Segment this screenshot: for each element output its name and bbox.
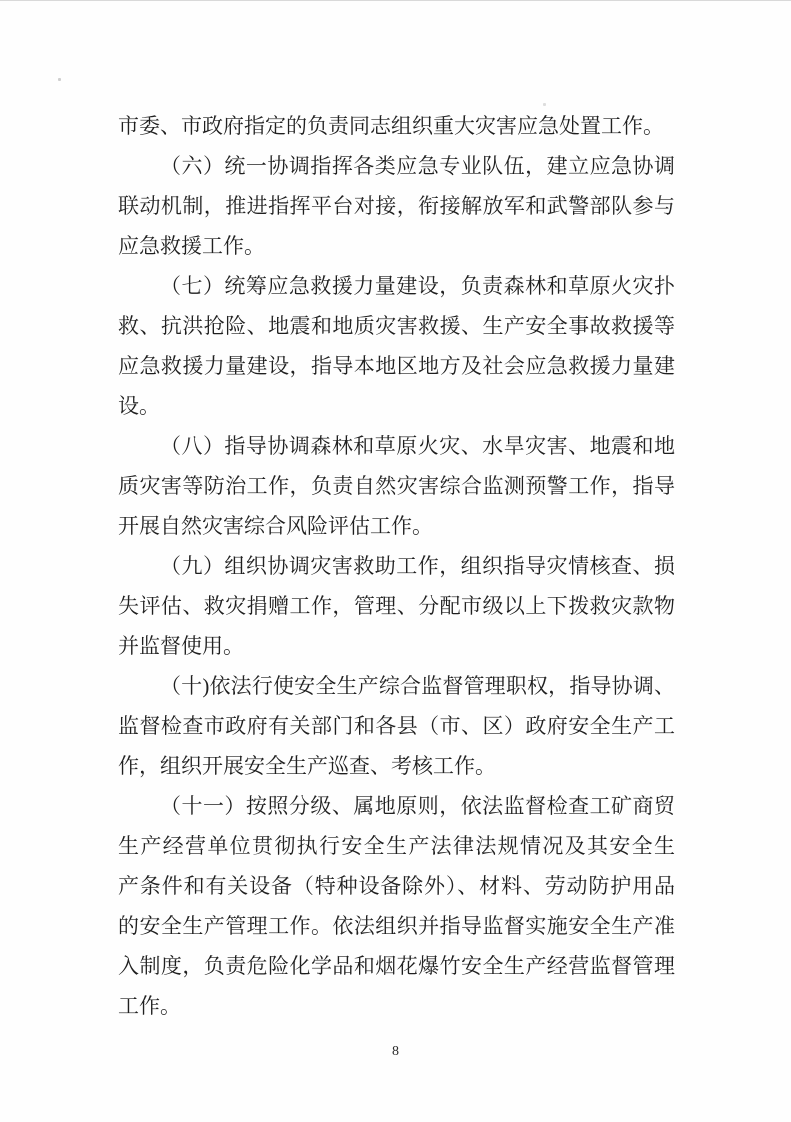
text-line: 质灾害等防治工作，负责自然灾害综合监测预警工作，指导: [118, 474, 675, 498]
text-line: （十一）按照分级、属地原则，依法监督检查工矿商贸: [160, 794, 675, 818]
text-line: 并监督使用。: [118, 634, 244, 658]
text-line: （六）统一协调指挥各类应急专业队伍，建立应急协调: [160, 154, 675, 178]
text-line: 市委、市政府指定的负责同志组织重大灾害应急处置工作。: [118, 114, 664, 138]
scan-edge-artifact: [0, 0, 791, 1]
text-line: （十)依法行使安全生产综合监督管理职权，指导协调、: [160, 674, 675, 698]
text-line: 产条件和有关设备（特种设备除外）、材料、劳动防护用品: [118, 874, 675, 898]
text-line: 救、抗洪抢险、地震和地质灾害救援、生产安全事故救援等: [118, 314, 675, 338]
text-line: （八）指导协调森林和草原火灾、水旱灾害、地震和地: [160, 434, 675, 458]
text-line: 的安全生产管理工作。依法组织并指导监督实施安全生产准: [118, 914, 675, 938]
scan-speck-artifact: [58, 78, 61, 81]
text-line: （七）统筹应急救援力量建设，负责森林和草原火灾扑: [160, 274, 675, 298]
text-line: 应急救援力量建设，指导本地区地方及社会应急救援力量建: [118, 354, 675, 378]
text-line: 应急救援工作。: [118, 234, 265, 258]
text-line: 监督检查市政府有关部门和各县（市、区）政府安全生产工: [118, 714, 675, 738]
text-line: 入制度，负责危险化学品和烟花爆竹安全生产经营监督管理: [118, 954, 675, 978]
text-line: 工作。: [118, 994, 181, 1018]
page-number: 8: [392, 1044, 399, 1059]
text-line: 设。: [118, 394, 160, 418]
text-line: 开展自然灾害综合风险评估工作。: [118, 514, 433, 538]
text-line: 生产经营单位贯彻执行安全生产法律法规情况及其安全生: [118, 834, 675, 858]
text-line: 联动机制，推进指挥平台对接，衔接解放军和武警部队参与: [118, 194, 675, 218]
text-line: 失评估、救灾捐赠工作，管理、分配市级以上下拨救灾款物: [118, 594, 675, 618]
document-body: [118, 106, 675, 1026]
text-line: 作，组织开展安全生产巡查、考核工作。: [118, 754, 496, 778]
text-line: （九）组织协调灾害救助工作，组织指导灾情核查、损: [160, 554, 675, 578]
